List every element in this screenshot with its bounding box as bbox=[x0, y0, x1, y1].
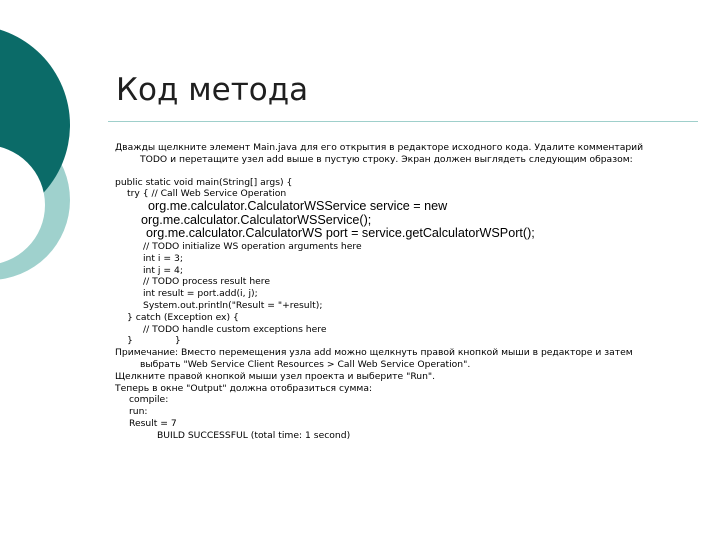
line-text: public static void main(String[] args) { bbox=[115, 176, 293, 188]
line-text: try { // Call Web Service Operation bbox=[127, 188, 287, 200]
line-text: Result = 7 bbox=[129, 417, 177, 429]
decorative-circles bbox=[0, 0, 100, 300]
line-text: org.me.calculator.CalculatorWSService service = new bbox=[148, 199, 448, 214]
line-text: run: bbox=[129, 406, 148, 418]
text-line bbox=[115, 383, 705, 395]
text-line bbox=[115, 347, 705, 359]
text-line bbox=[115, 359, 705, 371]
line-text: int i = 3; bbox=[143, 252, 183, 264]
line-text: // TODO initialize WS operation arguments here bbox=[143, 240, 362, 252]
code-line-large bbox=[115, 214, 705, 228]
text-line bbox=[115, 241, 705, 253]
text-line bbox=[115, 300, 705, 312]
text-line bbox=[115, 312, 705, 324]
text-line bbox=[115, 177, 705, 189]
line-text: } catch (Exception ex) { bbox=[127, 311, 239, 323]
line-trailing-brace: } bbox=[174, 335, 181, 347]
text-line bbox=[115, 406, 705, 418]
text-line bbox=[115, 394, 705, 406]
text-line bbox=[115, 371, 705, 383]
code-line-large bbox=[115, 227, 705, 241]
text-line bbox=[115, 154, 705, 166]
text-line bbox=[115, 288, 705, 300]
line-text: compile: bbox=[129, 394, 169, 406]
line-text: выбрать "Web Service Client Resources > Call Web Service Operation". bbox=[140, 358, 471, 370]
line-text: System.out.println("Result = "+result); bbox=[143, 299, 323, 311]
line-text: org.me.calculator.CalculatorWS port = service.getCalculatorWSPort(); bbox=[146, 226, 535, 241]
slide-content bbox=[115, 142, 705, 442]
text-line bbox=[115, 324, 705, 336]
line-text: Дважды щелкните элемент Main.java для его открытия в редакторе исходного кода. Удалите комментарий bbox=[115, 142, 644, 153]
line-text: org.me.calculator.CalculatorWSService(); bbox=[141, 212, 372, 227]
title-underline bbox=[108, 121, 698, 122]
text-line bbox=[115, 418, 705, 430]
line-text: BUILD SUCCESSFUL (total time: 1 second) bbox=[157, 429, 351, 441]
text-line bbox=[115, 276, 705, 288]
line-text: // TODO process result here bbox=[143, 276, 271, 288]
code-line-large bbox=[115, 200, 705, 214]
text-line bbox=[115, 142, 705, 154]
title-area bbox=[108, 60, 698, 122]
line-text: } bbox=[127, 335, 133, 347]
line-text: TODO и перетащите узел add выше в пустую строку. Экран должен выглядеть следующим образом: bbox=[140, 153, 633, 165]
line-text: Теперь в окне "Output" должна отобразиться сумма: bbox=[115, 382, 373, 394]
line-text: Щелкните правой кнопкой мыши узел проекта и выберите "Run". bbox=[115, 370, 436, 382]
line-text: int j = 4; bbox=[143, 264, 183, 276]
line-text: // TODO handle custom exceptions here bbox=[143, 323, 327, 335]
line-text: Примечание: Вместо перемещения узла add можно щелкнуть правой кнопкой мыши в редакторе и затем bbox=[115, 347, 633, 359]
line-text: int result = port.add(i, j); bbox=[143, 288, 258, 300]
text-line bbox=[115, 253, 705, 265]
text-line bbox=[115, 430, 705, 442]
text-line bbox=[115, 335, 705, 347]
page-title: Код метода bbox=[116, 72, 309, 108]
spacer bbox=[115, 166, 705, 177]
text-line bbox=[115, 265, 705, 277]
